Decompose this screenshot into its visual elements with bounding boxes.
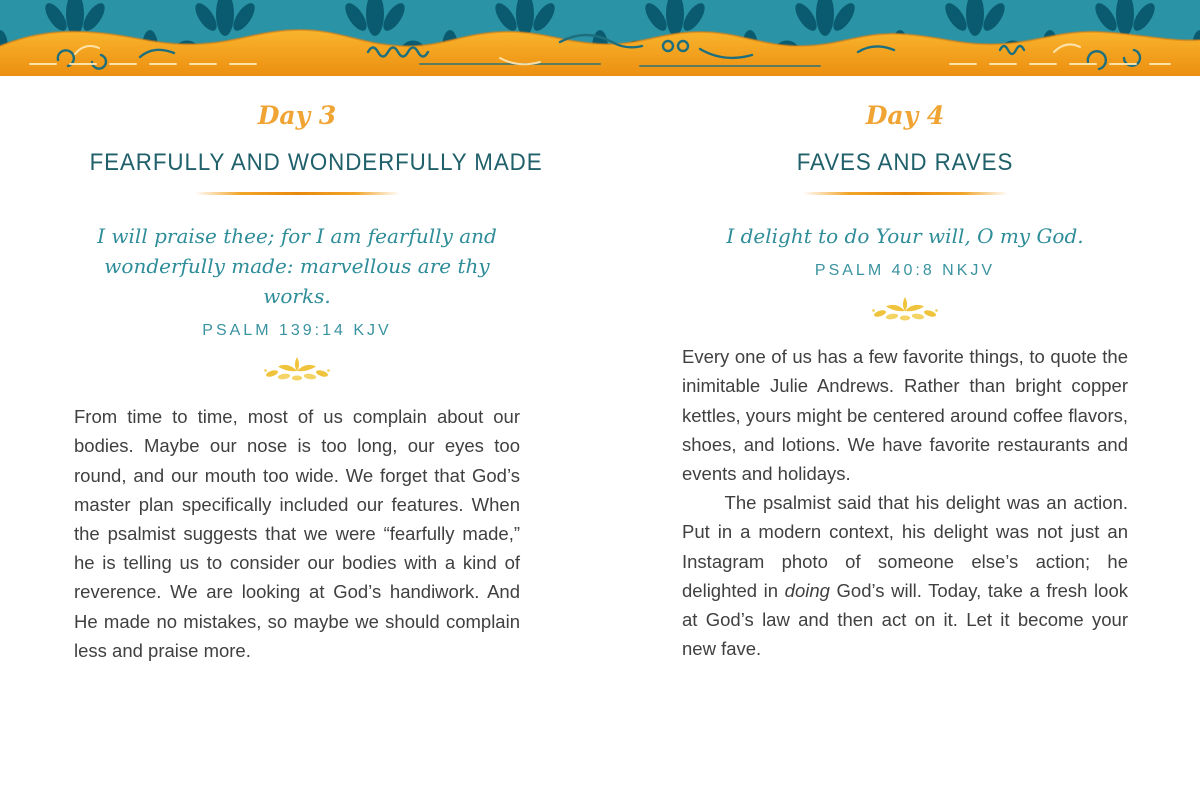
body-paragraph: From time to time, most of us complain about our bodies. Maybe our nose is too long, our eyes too round, and our mouth too wide. We forget that God’s master plan specifically included our features. When the psalmist suggests that we were “fearfully made,” he is telling us to consider our bodies with a kind of reverence. We are looking at God’s handiwork. And He made no mistakes, so maybe we should complain less and praise more. xyxy=(74,406,520,661)
paragraph-text: God’s will. Today, take a fresh look at God’s law and then act on it. Let it become your new fave. xyxy=(682,579,1128,660)
page-header-art xyxy=(0,0,1200,76)
scripture-reference: PSALM 40:8 NKJV xyxy=(814,261,996,279)
devotional-body xyxy=(682,342,1128,663)
flourish-wrap xyxy=(74,356,520,384)
right-page xyxy=(682,102,1128,663)
paragraph-text: The psalmist said that his delight was an action. Put in a modern context, his delight was not just an Instagram photo of someone else’s action; he delighted in xyxy=(682,492,1128,601)
flourish-wrap xyxy=(682,296,1128,324)
paragraph-italic-text: doing xyxy=(784,579,830,601)
day-label: Day 3 xyxy=(257,101,337,130)
body-paragraph xyxy=(682,488,1128,663)
flourish-ornament-icon xyxy=(262,356,332,384)
scripture-quote: I will praise thee; for I am fearfully and wonderfully made: marvellous are thy works. xyxy=(97,223,497,308)
left-page xyxy=(74,101,543,665)
title-divider xyxy=(803,192,1008,195)
page-title: FEARFULLY AND WONDERFULLY MADE xyxy=(89,148,543,176)
title-divider xyxy=(195,192,400,195)
flourish-ornament-icon xyxy=(870,296,940,324)
scripture-quote: I delight to do Your will, O my God. xyxy=(726,223,1084,248)
page-title: FAVES AND RAVES xyxy=(796,148,1014,176)
header-ornament-art xyxy=(0,0,1200,76)
day-label: Day 4 xyxy=(865,101,945,130)
devotional-body xyxy=(74,402,520,665)
scripture-reference: PSALM 139:14 KJV xyxy=(202,321,392,339)
body-paragraph: Every one of us has a few favorite things, to quote the inimitable Julie Andrews. Rather than bright copper kettles, yours might be centered around coffee flavors, shoes, and lotions. We have favorite restaurants and events and holidays. xyxy=(682,346,1128,484)
